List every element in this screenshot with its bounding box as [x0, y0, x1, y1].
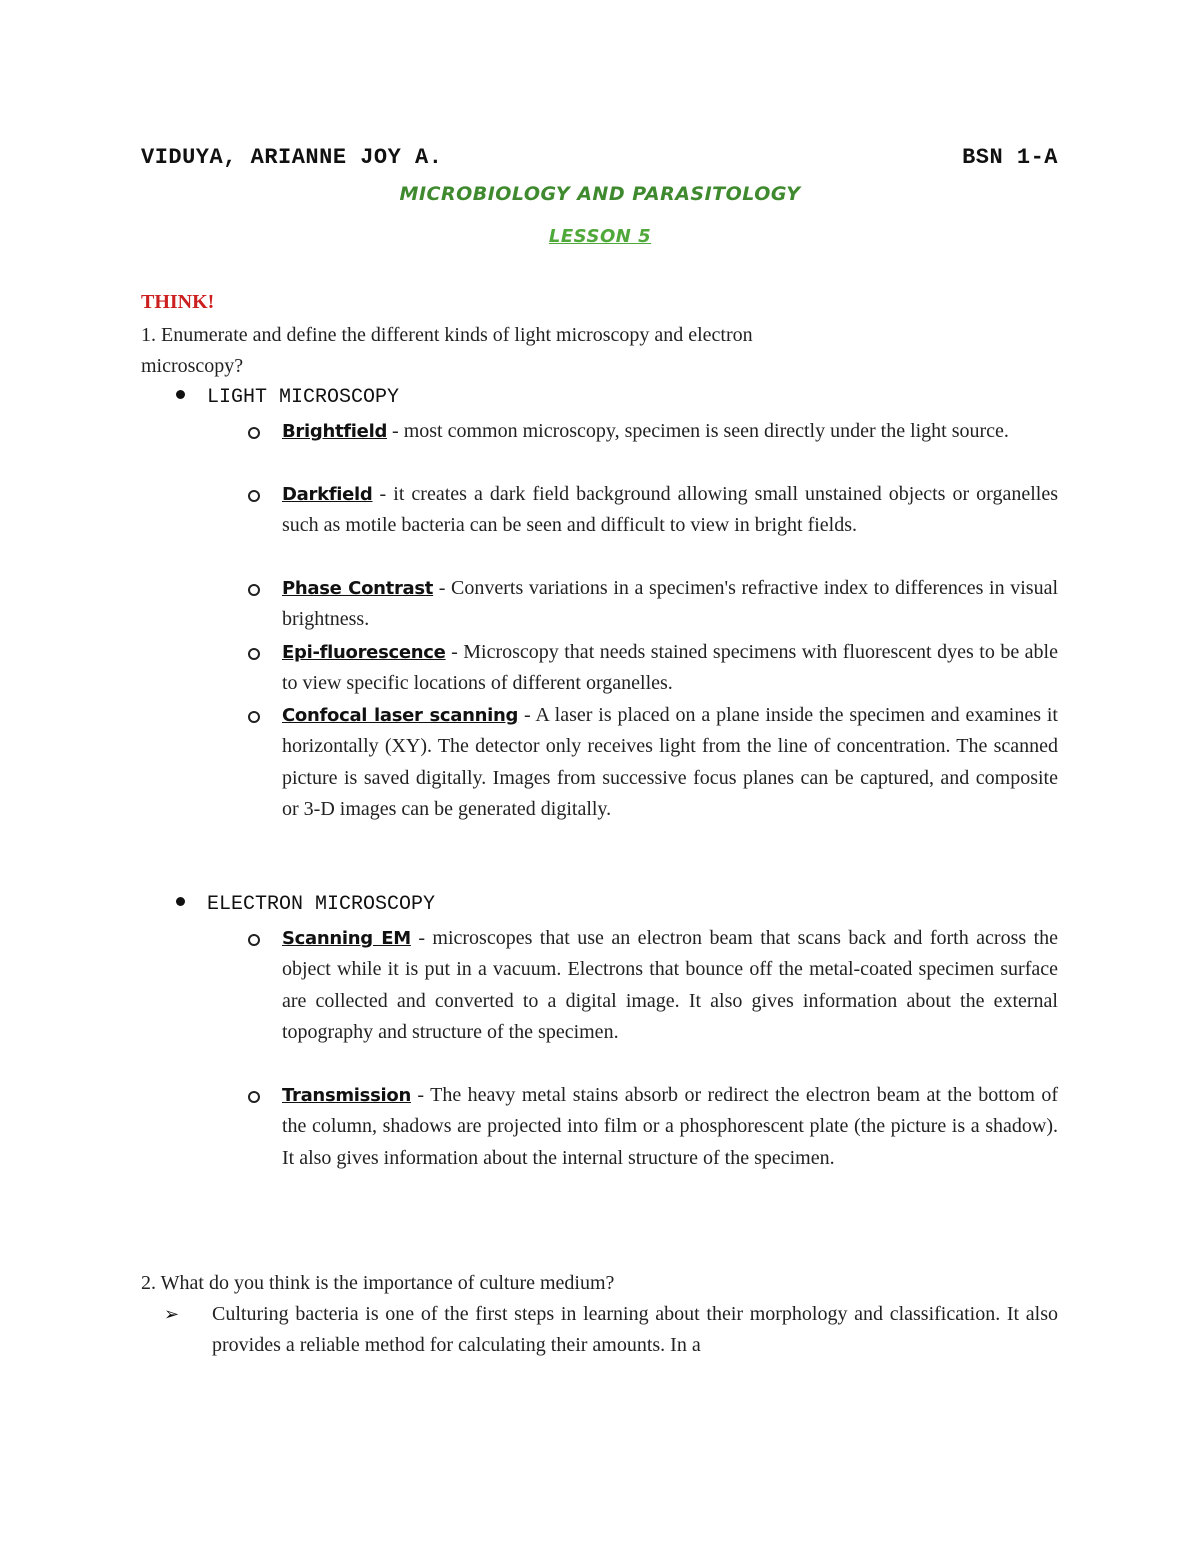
- light-microscopy-heading: [176, 383, 399, 413]
- list-item-confocal: [282, 700, 1058, 825]
- question-1: 1. Enumerate and define the different kinds of light microscopy and electron microscopy?: [141, 324, 753, 377]
- list-item-phase-contrast: [282, 573, 1058, 636]
- answer-2: [164, 1299, 1058, 1361]
- hollow-circle-bullet-icon: [248, 934, 260, 946]
- question-2: 2. What do you think is the importance of culture medium?: [141, 1272, 615, 1294]
- lesson-title: LESSON 5: [548, 226, 652, 247]
- electron-microscopy-heading-text: ELECTRON MICROSCOPY: [207, 893, 436, 916]
- list-item-scanning-em: [282, 923, 1058, 1048]
- hollow-circle-bullet-icon: [248, 490, 260, 502]
- hollow-circle-bullet-icon: [248, 427, 260, 439]
- hollow-circle-bullet-icon: [248, 711, 260, 723]
- term-transmission: Transmission: [282, 1085, 411, 1106]
- electron-microscopy-heading: [176, 890, 435, 920]
- term-confocal: Confocal laser scanning: [282, 705, 519, 726]
- hollow-circle-bullet-icon: [248, 584, 260, 596]
- term-brightfield: Brightfield: [282, 421, 388, 442]
- list-item-brightfield: [282, 416, 1058, 447]
- hollow-circle-bullet-icon: [248, 1091, 260, 1103]
- class-section: BSN 1-A: [962, 145, 1058, 170]
- list-item-epi-fluorescence: [282, 637, 1058, 700]
- definition-darkfield: - it creates a dark field background allowing small unstained objects or organelles such as motile bacteria can be seen and difficult to view in bright fields.: [282, 483, 1058, 537]
- definition-epi-fluorescence: - Microscopy that needs stained specimens with fluorescent dyes to be able to view specific locations of different organelles.: [282, 641, 1058, 695]
- filled-circle-bullet-icon: [176, 390, 185, 399]
- term-darkfield: Darkfield: [282, 484, 373, 505]
- hollow-circle-bullet-icon: [248, 648, 260, 660]
- course-title: MICROBIOLOGY AND PARASITOLOGY: [399, 183, 801, 205]
- definition-scanning-em: - microscopes that use an electron beam that scans back and forth across the object while it is put in a vacuum. Electrons that bounce off the metal-coated specimen surface are collected and converted to a digital image. It also gives information about the external topography and structure of the specimen.: [282, 927, 1059, 1043]
- student-name: VIDUYA, ARIANNE JOY A.: [141, 145, 443, 170]
- definition-phase-contrast: - Converts variations in a specimen's refractive index to differences in visual brightness.: [282, 577, 1059, 631]
- definition-brightfield: - most common microscopy, specimen is seen directly under the light source.: [387, 420, 1009, 442]
- definition-transmission: - The heavy metal stains absorb or redirect the electron beam at the bottom of the column, shadows are projected into film or a phosphorescent plate (the picture is a shadow). It also gives information about the internal structure of the specimen.: [282, 1084, 1058, 1169]
- arrowhead-bullet-icon: ➢: [164, 1304, 180, 1325]
- term-phase-contrast: Phase Contrast: [282, 578, 434, 599]
- light-microscopy-heading-text: LIGHT MICROSCOPY: [207, 386, 400, 409]
- answer-2-text: Culturing bacteria is one of the first steps in learning about their morphology and classification. It also provides a reliable method for calculating their amounts. In a: [212, 1303, 1058, 1356]
- header-row: [141, 145, 1058, 175]
- term-scanning-em: Scanning EM: [282, 928, 411, 949]
- list-item-darkfield: [282, 479, 1058, 542]
- term-epi-fluorescence: Epi-fluorescence: [282, 642, 446, 663]
- definition-confocal: - A laser is placed on a plane inside the specimen and examines it horizontally (XY). The detector only receives light from the line of concentration. The scanned picture is saved digitally. Images from successive focus planes can be captured, and composite or 3-D images can be generated digitally.: [282, 704, 1058, 820]
- list-item-transmission: [282, 1080, 1058, 1174]
- filled-circle-bullet-icon: [176, 897, 185, 906]
- think-label: THINK!: [141, 291, 215, 313]
